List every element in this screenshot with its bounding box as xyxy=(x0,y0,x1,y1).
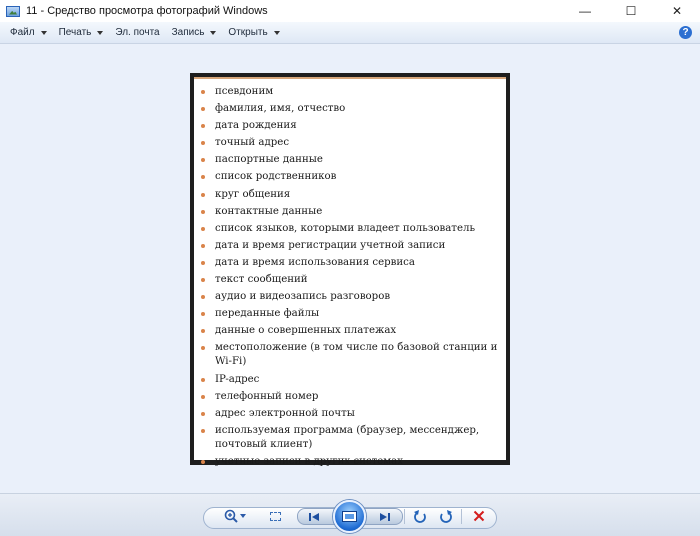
rotate-right-button[interactable] xyxy=(436,506,456,526)
slideshow-button[interactable] xyxy=(333,500,366,533)
rotate-left-icon xyxy=(413,509,427,523)
list-item: переданные файлы xyxy=(194,307,506,321)
rotate-left-button[interactable] xyxy=(410,506,430,526)
menu-burn[interactable] xyxy=(166,22,223,44)
window-title: 11 - Средство просмотра фотографий Windows xyxy=(26,5,268,17)
menu-open[interactable] xyxy=(222,22,285,44)
minimize-button[interactable]: — xyxy=(579,4,591,18)
menu-bar xyxy=(0,22,700,44)
list-item: дата и время использования сервиса xyxy=(194,256,506,270)
list-item: аудио и видеозапись разговоров xyxy=(194,290,506,304)
zoom-button[interactable] xyxy=(222,506,248,526)
maximize-button[interactable]: ☐ xyxy=(625,4,637,18)
list-item: дата рождения xyxy=(194,119,506,133)
list-item: список языков, которыми владеет пользователь xyxy=(194,222,506,236)
menu-print[interactable] xyxy=(53,22,110,44)
list-item: контактные данные xyxy=(194,205,506,219)
previous-button[interactable] xyxy=(303,507,325,527)
delete-button[interactable] xyxy=(469,506,489,526)
chevron-down-icon xyxy=(41,31,47,35)
toolbar-separator xyxy=(461,509,462,524)
next-icon xyxy=(379,512,391,522)
list-item: текст сообщений xyxy=(194,273,506,287)
list-item: паспортные данные xyxy=(194,153,506,167)
menu-open-label: Открыть xyxy=(228,27,268,38)
chevron-down-icon xyxy=(274,31,280,35)
list-item: фамилия, имя, отчество xyxy=(194,102,506,116)
photo-viewer-app-icon xyxy=(6,6,20,17)
list-item: местоположение (в том числе по базовой станции и Wi-Fi) xyxy=(194,341,506,369)
list-item: адрес электронной почты xyxy=(194,407,506,421)
list-item: точный адрес xyxy=(194,136,506,150)
menu-file-label: Файл xyxy=(10,27,35,38)
displayed-photo xyxy=(190,73,510,465)
close-button[interactable]: ✕ xyxy=(671,4,683,18)
delete-icon xyxy=(473,510,485,522)
list-item: данные о совершенных платежах xyxy=(194,324,506,338)
list-item: IP-адрес xyxy=(194,373,506,387)
slideshow-icon xyxy=(342,511,357,522)
menu-email[interactable] xyxy=(109,22,165,44)
next-button[interactable] xyxy=(374,507,396,527)
actual-size-icon xyxy=(270,512,281,521)
window-controls xyxy=(562,0,700,22)
list-item: список родственников xyxy=(194,170,506,184)
list-item: используемая программа (браузер, мессенджер, почтовый клиент) xyxy=(194,424,506,452)
previous-icon xyxy=(308,512,320,522)
help-icon[interactable]: ? xyxy=(679,26,692,39)
menu-file[interactable] xyxy=(4,22,53,44)
list-item: дата и время регистрации учетной записи xyxy=(194,239,506,253)
chevron-down-icon xyxy=(97,31,103,35)
menu-burn-label: Запись xyxy=(171,27,205,38)
magnifier-plus-icon xyxy=(224,509,238,523)
list-item: круг общения xyxy=(194,188,506,202)
photo-content xyxy=(194,77,506,467)
list-item: телефонный номер xyxy=(194,390,506,404)
menu-email-label: Эл. почта xyxy=(115,27,160,38)
menu-print-label: Печать xyxy=(58,27,92,38)
rotate-right-icon xyxy=(439,509,453,523)
actual-size-button[interactable] xyxy=(265,506,285,526)
list-item: учетные записи в других системах xyxy=(194,455,506,469)
photo-bullet-list xyxy=(194,79,506,469)
list-item: псевдоним xyxy=(194,85,506,99)
chevron-down-icon xyxy=(240,514,246,518)
chevron-down-icon xyxy=(210,31,216,35)
title-bar xyxy=(0,0,700,22)
toolbar-separator xyxy=(404,509,405,524)
